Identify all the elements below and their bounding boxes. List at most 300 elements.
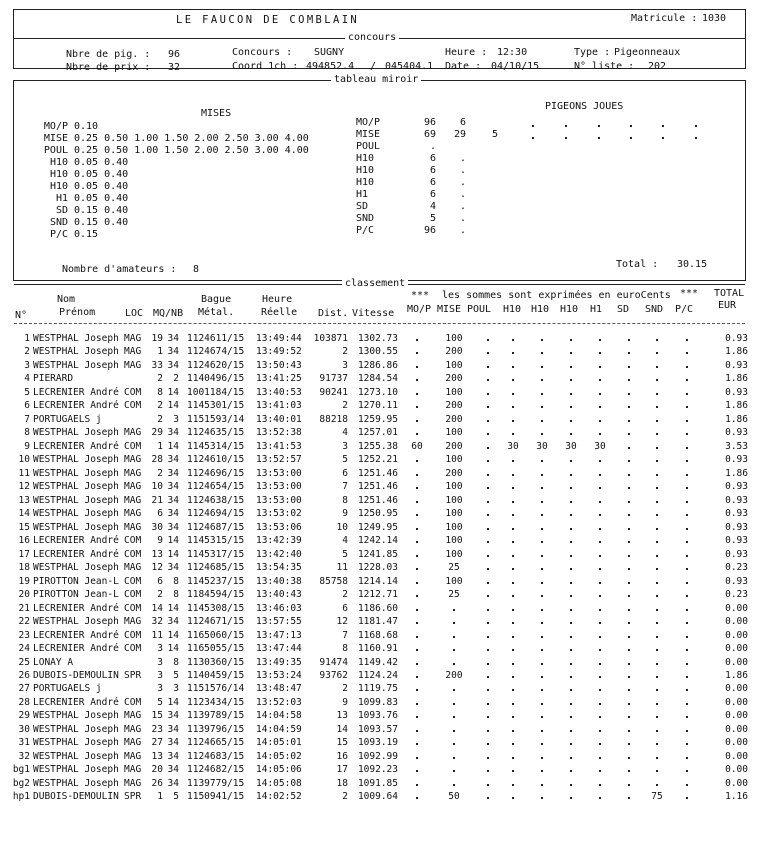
row-loc: COM (124, 440, 142, 452)
row-loc: COM (124, 575, 142, 587)
empty-cell-dot (541, 433, 543, 435)
empty-cell-dot (487, 636, 489, 638)
row-bague: 1150941/15 (187, 791, 245, 803)
row-h10b: 30 (536, 440, 548, 452)
empty-cell-dot (686, 743, 688, 745)
empty-cell-dot (541, 528, 543, 530)
joues-row-v1: 5 (429, 213, 436, 224)
empty-cell-dot (541, 393, 543, 395)
empty-cell-dot (686, 649, 688, 651)
joues-row-v2: . (459, 189, 466, 200)
row-heure: 13:50:43 (256, 359, 302, 371)
empty-cell-dot (686, 622, 688, 624)
empty-cell-dot (512, 474, 514, 476)
row-total: 3.53 (725, 440, 748, 452)
empty-cell-dot (541, 689, 543, 691)
row-nb: 34 (167, 494, 179, 506)
empty-cell-dot (686, 555, 688, 557)
empty-cell-dot (686, 636, 688, 638)
joues-row-label: P/C (356, 225, 375, 236)
row-no: 18 (18, 562, 30, 574)
row-vitesse: 1181.47 (357, 616, 398, 628)
nbre-pig-value: 96 (168, 49, 181, 60)
empty-cell-dot (416, 743, 418, 745)
row-no: 20 (18, 589, 30, 601)
row-mq: 15 (151, 710, 163, 722)
empty-cell-dot (628, 743, 630, 745)
joues-row-v2: . (459, 201, 466, 212)
row-mise: 200 (445, 440, 463, 452)
table-row (0, 575, 760, 588)
row-dist: 7 (342, 629, 348, 641)
empty-cell-dot (487, 743, 489, 745)
nbre-prix-label: Nbre de prix : (66, 62, 151, 73)
empty-cell-dot (512, 609, 514, 611)
row-mq: 2 (157, 413, 163, 425)
empty-cell-dot (686, 703, 688, 705)
row-vitesse: 1160.91 (357, 643, 398, 655)
row-nom: WESTPHAL Joseph (33, 764, 119, 776)
row-bague: 1139789/15 (187, 710, 245, 722)
empty-cell-dot (487, 649, 489, 651)
row-vitesse: 1302.73 (357, 333, 398, 344)
empty-cell-dot (512, 366, 514, 368)
row-nom: DUBOIS-DEMOULIN (33, 791, 119, 803)
row-mq: 26 (151, 777, 163, 789)
row-mise: 100 (445, 575, 463, 587)
table-row (0, 399, 760, 412)
row-loc: COM (124, 643, 142, 655)
empty-cell-dot (416, 582, 418, 584)
row-vitesse: 1212.71 (357, 589, 398, 601)
empty-cell-dot (416, 474, 418, 476)
row-loc: MAG (124, 750, 142, 762)
joues-row-v2: 6 (459, 117, 466, 128)
empty-cell-dot (512, 689, 514, 691)
row-bague: 1001184/15 (187, 386, 245, 398)
joues-row-v2: . (459, 177, 466, 188)
date-label: Date : (445, 61, 482, 72)
row-nb: 34 (167, 750, 179, 762)
empty-cell-dot (686, 379, 688, 381)
empty-cell-dot (656, 501, 658, 503)
row-heure: 13:41:03 (256, 400, 302, 412)
empty-cell-dot (599, 528, 601, 530)
empty-cell-dot (628, 663, 630, 665)
row-mq: 2 (157, 400, 163, 412)
row-bague: 1124665/15 (187, 737, 245, 749)
empty-cell-dot (686, 730, 688, 732)
empty-cell-dot (628, 649, 630, 651)
empty-cell-dot (416, 568, 418, 570)
empty-cell-dot (599, 743, 601, 745)
empty-cell-dot (416, 514, 418, 516)
empty-cell-dot (453, 649, 455, 651)
row-heure: 13:47:13 (256, 629, 302, 641)
empty-cell-dot (416, 649, 418, 651)
empty-cell-dot (686, 420, 688, 422)
row-nom: DUBOIS-DEMOULIN (33, 670, 119, 681)
table-row (0, 494, 760, 507)
joues-row-v3: 5 (491, 129, 498, 140)
hdr-stars-2: *** (680, 288, 699, 299)
empty-cell-dot (487, 460, 489, 462)
empty-cell-dot (487, 770, 489, 772)
row-bague: 1124694/15 (187, 508, 245, 520)
hdr-h1: H1 (590, 304, 603, 315)
row-loc: MAG (124, 359, 142, 371)
row-mise: 100 (445, 454, 463, 466)
row-loc: MAG (124, 521, 142, 533)
joues-row-v2: . (459, 225, 466, 236)
row-dist: 2 (342, 791, 348, 803)
empty-cell-dot (487, 406, 489, 408)
row-nb: 14 (167, 386, 179, 398)
empty-cell-dot (512, 703, 514, 705)
empty-cell-dot (686, 528, 688, 530)
empty-cell-dot (487, 703, 489, 705)
empty-cell-dot (487, 514, 489, 516)
row-mise: 100 (445, 481, 463, 493)
empty-cell-dot (686, 474, 688, 476)
row-vitesse: 1119.75 (357, 683, 398, 695)
empty-cell-dot (628, 555, 630, 557)
row-mq: 1 (157, 346, 163, 358)
hdr-total-2: EUR (718, 300, 737, 311)
row-loc: COM (124, 548, 142, 560)
row-nom: WESTPHAL Joseph (33, 359, 119, 371)
table-row (0, 440, 760, 453)
empty-cell-dot (487, 541, 489, 543)
row-no: 22 (18, 616, 30, 628)
row-mise: 100 (445, 333, 463, 344)
row-vitesse: 1149.42 (357, 656, 398, 668)
empty-cell-dot (656, 743, 658, 745)
empty-cell-dot (570, 352, 572, 354)
empty-cell-dot (512, 339, 514, 341)
row-mq: 13 (151, 750, 163, 762)
empty-cell-dot (570, 784, 572, 786)
empty-cell-dot (570, 555, 572, 557)
row-no: 27 (18, 683, 30, 695)
empty-cell-dot (487, 595, 489, 597)
matricule-value: 1030 (702, 13, 727, 24)
row-no: 1 (24, 333, 30, 344)
row-vitesse: 1214.14 (357, 575, 398, 587)
row-nb: 34 (167, 764, 179, 776)
row-nom: WESTPHAL Joseph (33, 508, 119, 520)
concours-value: SUGNY (314, 47, 345, 58)
row-heure: 13:57:55 (256, 616, 302, 628)
table-row (0, 534, 760, 547)
row-mq: 13 (151, 548, 163, 560)
row-total: 0.00 (725, 777, 748, 789)
row-snd: 75 (651, 791, 663, 803)
row-bague: 1123434/15 (187, 696, 245, 708)
table-row (0, 480, 760, 493)
empty-cell-dot (599, 609, 601, 611)
joues-row-v1: 96 (423, 117, 436, 128)
empty-cell-dot (695, 137, 697, 139)
joues-row-v2: 29 (453, 129, 466, 140)
row-nb: 34 (167, 521, 179, 533)
row-bague: 1124696/15 (187, 467, 245, 479)
row-mise: 50 (448, 791, 460, 803)
row-vitesse: 1251.46 (357, 467, 398, 479)
row-heure: 13:53:06 (256, 521, 302, 533)
row-no: 16 (18, 535, 30, 547)
empty-cell-dot (656, 366, 658, 368)
row-nom: WESTPHAL Joseph (33, 333, 119, 344)
row-dist: 5 (342, 548, 348, 560)
mises-row-label: SD (55, 205, 68, 216)
empty-cell-dot (628, 447, 630, 449)
row-nom: LECRENIER André (33, 696, 119, 708)
empty-cell-dot (532, 137, 534, 139)
empty-cell-dot (512, 716, 514, 718)
table-row (0, 736, 760, 749)
empty-cell-dot (453, 757, 455, 759)
empty-cell-dot (541, 676, 543, 678)
row-mise: 25 (448, 589, 460, 601)
row-bague: 1124635/15 (187, 427, 245, 439)
empty-cell-dot (487, 501, 489, 503)
row-mise: 100 (445, 386, 463, 398)
row-nom: LECRENIER André (33, 548, 119, 560)
empty-cell-dot (416, 555, 418, 557)
row-bague: 1145317/15 (187, 548, 245, 560)
row-loc: MAG (124, 481, 142, 493)
row-dist: 3 (342, 359, 348, 371)
empty-cell-dot (686, 676, 688, 678)
empty-cell-dot (487, 487, 489, 489)
empty-cell-dot (453, 609, 455, 611)
row-bague: 1140459/15 (187, 670, 245, 681)
row-nom: WESTPHAL Joseph (33, 346, 119, 358)
row-h1: 30 (594, 440, 606, 452)
empty-cell-dot (487, 447, 489, 449)
row-mq: 9 (157, 535, 163, 547)
row-loc: COM (124, 696, 142, 708)
row-nom: LECRENIER André (33, 386, 119, 398)
row-dist: 88218 (319, 413, 348, 425)
row-dist: 2 (342, 589, 348, 601)
row-nb: 34 (167, 467, 179, 479)
empty-cell-dot (416, 528, 418, 530)
empty-cell-dot (416, 636, 418, 638)
row-vitesse: 1250.95 (357, 508, 398, 520)
empty-cell-dot (570, 622, 572, 624)
section-miroir: tableau miroir (331, 74, 421, 86)
empty-cell-dot (599, 352, 601, 354)
date-value: 04/10/15 (491, 61, 540, 72)
table-row (0, 682, 760, 695)
joues-row-v1: 6 (429, 189, 436, 200)
row-bague: 1145301/15 (187, 400, 245, 412)
row-total: 0.23 (725, 562, 748, 574)
empty-cell-dot (656, 514, 658, 516)
empty-cell-dot (541, 339, 543, 341)
empty-cell-dot (512, 770, 514, 772)
empty-cell-dot (487, 676, 489, 678)
empty-cell-dot (453, 636, 455, 638)
empty-cell-dot (656, 663, 658, 665)
row-heure: 13:40:53 (256, 386, 302, 398)
row-no: 29 (18, 710, 30, 722)
empty-cell-dot (599, 716, 601, 718)
hdr-h10b: H10 (531, 304, 550, 315)
row-mq: 3 (157, 656, 163, 668)
row-vitesse: 1255.38 (357, 440, 398, 452)
row-heure: 13:52:57 (256, 454, 302, 466)
empty-cell-dot (628, 609, 630, 611)
row-nom: WESTPHAL Joseph (33, 750, 119, 762)
mises-row-values: 0.15 (74, 229, 99, 240)
row-loc: MAG (124, 616, 142, 628)
empty-cell-dot (416, 541, 418, 543)
row-nb: 34 (167, 710, 179, 722)
empty-cell-dot (541, 514, 543, 516)
row-bague: 1145315/15 (187, 535, 245, 547)
empty-cell-dot (541, 730, 543, 732)
empty-cell-dot (541, 379, 543, 381)
empty-cell-dot (541, 743, 543, 745)
row-total: 0.00 (725, 616, 748, 628)
row-dist: 8 (342, 494, 348, 506)
row-mise: 25 (448, 562, 460, 574)
mises-row-label: H10 (49, 181, 68, 192)
empty-cell-dot (599, 460, 601, 462)
empty-cell-dot (599, 366, 601, 368)
empty-cell-dot (628, 636, 630, 638)
row-dist: 15 (336, 737, 348, 749)
empty-cell-dot (512, 622, 514, 624)
row-nb: 14 (167, 629, 179, 641)
empty-cell-dot (628, 541, 630, 543)
row-heure: 14:05:01 (256, 737, 302, 749)
row-dist: 12 (336, 616, 348, 628)
row-mise: 200 (445, 400, 463, 412)
empty-cell-dot (453, 689, 455, 691)
mises-row-values: 0.05 0.40 (74, 157, 129, 168)
row-bague: 1145314/15 (187, 440, 245, 452)
joues-row-v1: 6 (429, 165, 436, 176)
row-total: 1.86 (725, 670, 748, 681)
mises-row-values: 0.05 0.40 (74, 169, 129, 180)
row-total: 0.00 (725, 683, 748, 695)
hdr-nom: Nom (57, 294, 76, 305)
empty-cell-dot (487, 528, 489, 530)
row-nom: PIROTTON Jean-L (33, 589, 119, 601)
empty-cell-dot (656, 609, 658, 611)
row-bague: 1151593/14 (187, 413, 245, 425)
empty-cell-dot (686, 689, 688, 691)
empty-cell-dot (570, 406, 572, 408)
row-vitesse: 1092.23 (357, 764, 398, 776)
empty-cell-dot (541, 541, 543, 543)
empty-cell-dot (686, 757, 688, 759)
row-no: 23 (18, 629, 30, 641)
empty-cell-dot (453, 622, 455, 624)
empty-cell-dot (487, 582, 489, 584)
mises-row-values: 0.15 0.40 (74, 205, 129, 216)
empty-cell-dot (570, 433, 572, 435)
empty-cell-dot (598, 125, 600, 127)
row-nb: 8 (173, 589, 179, 601)
table-row (0, 777, 760, 790)
row-heure: 13:53:00 (256, 494, 302, 506)
row-bague: 1124620/15 (187, 359, 245, 371)
row-nom: LECRENIER André (33, 643, 119, 655)
empty-cell-dot (628, 568, 630, 570)
row-mise: 200 (445, 373, 463, 385)
row-loc: COM (124, 535, 142, 547)
row-loc: MAG (124, 494, 142, 506)
empty-cell-dot (656, 339, 658, 341)
empty-cell-dot (599, 689, 601, 691)
row-nom: WESTPHAL Joseph (33, 710, 119, 722)
row-nb: 34 (167, 777, 179, 789)
empty-cell-dot (487, 555, 489, 557)
empty-cell-dot (541, 460, 543, 462)
empty-cell-dot (570, 460, 572, 462)
empty-cell-dot (541, 474, 543, 476)
classement-header-rule (14, 323, 745, 324)
empty-cell-dot (656, 379, 658, 381)
empty-cell-dot (487, 689, 489, 691)
row-total: 0.93 (725, 427, 748, 439)
row-mq: 2 (157, 467, 163, 479)
row-dist: 4 (342, 427, 348, 439)
row-loc: MAG (124, 346, 142, 358)
row-dist: 8 (342, 643, 348, 655)
row-total: 0.93 (725, 481, 748, 493)
hdr-no: N° (15, 310, 28, 321)
row-no: 17 (18, 548, 30, 560)
row-heure: 13:52:38 (256, 427, 302, 439)
empty-cell-dot (512, 501, 514, 503)
row-bague: 1124610/15 (187, 454, 245, 466)
empty-cell-dot (512, 757, 514, 759)
row-nom: LECRENIER André (33, 400, 119, 412)
joues-row-v1: 6 (429, 177, 436, 188)
row-vitesse: 1186.60 (357, 602, 398, 614)
mises-title: MISES (201, 108, 232, 119)
empty-cell-dot (686, 663, 688, 665)
empty-cell-dot (487, 339, 489, 341)
hdr-pc: P/C (675, 304, 694, 315)
hdr-bague-1: Bague (201, 294, 232, 305)
row-no: hp1 (12, 791, 30, 803)
row-vitesse: 1093.76 (357, 710, 398, 722)
row-total: 1.86 (725, 467, 748, 479)
row-total: 0.00 (725, 750, 748, 762)
row-no: 3 (24, 359, 30, 371)
row-nb: 14 (167, 548, 179, 560)
row-nom: WESTPHAL Joseph (33, 467, 119, 479)
hdr-mise: MISE (437, 304, 462, 315)
empty-cell-dot (599, 541, 601, 543)
empty-cell-dot (416, 757, 418, 759)
empty-cell-dot (656, 528, 658, 530)
empty-cell-dot (541, 406, 543, 408)
empty-cell-dot (487, 757, 489, 759)
row-bague: 1124611/15 (187, 333, 245, 344)
row-mise: 200 (445, 346, 463, 358)
row-no: 13 (18, 494, 30, 506)
mises-row-values: 0.10 (74, 121, 99, 132)
row-heure: 13:53:00 (256, 481, 302, 493)
